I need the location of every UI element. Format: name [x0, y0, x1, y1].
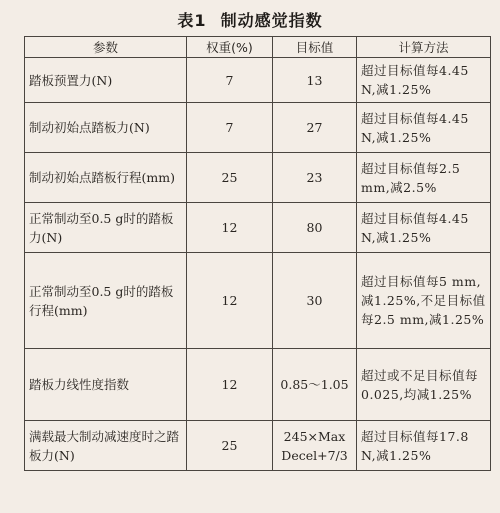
- cell-method: 超过或不足目标值每0.025,均减1.25%: [357, 349, 491, 421]
- cell-weight: 12: [187, 203, 273, 253]
- cell-target: 30: [273, 253, 357, 349]
- cell-target: 27: [273, 103, 357, 153]
- cell-param: 正常制动至0.5 g时的踏板力(N): [25, 203, 187, 253]
- table-row: [25, 349, 491, 421]
- cell-method: 超过目标值每4.45 N,减1.25%: [357, 103, 491, 153]
- header-weight: 权重(%): [187, 37, 273, 58]
- cell-method: 超过目标值每4.45 N,减1.25%: [357, 203, 491, 253]
- brake-feel-index-table: [24, 36, 491, 471]
- table-number: 表1: [177, 11, 207, 30]
- cell-weight: 12: [187, 349, 273, 421]
- table-title: [0, 8, 500, 31]
- table-row: [25, 103, 491, 153]
- cell-weight: 12: [187, 253, 273, 349]
- cell-method: 超过目标值每4.45 N,减1.25%: [357, 58, 491, 103]
- header-param: 参数: [25, 37, 187, 58]
- cell-weight: 7: [187, 58, 273, 103]
- table-row: [25, 203, 491, 253]
- cell-target: 80: [273, 203, 357, 253]
- cell-method: 超过目标值每17.8 N,减1.25%: [357, 421, 491, 471]
- cell-param: 满载最大制动减速度时之踏板力(N): [25, 421, 187, 471]
- cell-target: 13: [273, 58, 357, 103]
- cell-param: 正常制动至0.5 g时的踏板行程(mm): [25, 253, 187, 349]
- table-row: [25, 421, 491, 471]
- table-header-row: [25, 37, 491, 58]
- cell-param: 踏板力线性度指数: [25, 349, 187, 421]
- table-row: [25, 253, 491, 349]
- cell-param: 制动初始点踏板力(N): [25, 103, 187, 153]
- table-row: [25, 153, 491, 203]
- cell-target: 0.85～1.05: [273, 349, 357, 421]
- cell-method: 超过目标值每2.5 mm,减2.5%: [357, 153, 491, 203]
- cell-target: 23: [273, 153, 357, 203]
- table-caption: 制动感觉指数: [220, 11, 323, 30]
- header-method: 计算方法: [357, 37, 491, 58]
- cell-param: 踏板预置力(N): [25, 58, 187, 103]
- cell-method: 超过目标值每5 mm,减1.25%,不足目标值每2.5 mm,减1.25%: [357, 253, 491, 349]
- cell-param: 制动初始点踏板行程(mm): [25, 153, 187, 203]
- cell-weight: 25: [187, 421, 273, 471]
- table-row: [25, 58, 491, 103]
- cell-target: 245×Max Decel+7/3: [273, 421, 357, 471]
- header-target: 目标值: [273, 37, 357, 58]
- cell-weight: 7: [187, 103, 273, 153]
- cell-weight: 25: [187, 153, 273, 203]
